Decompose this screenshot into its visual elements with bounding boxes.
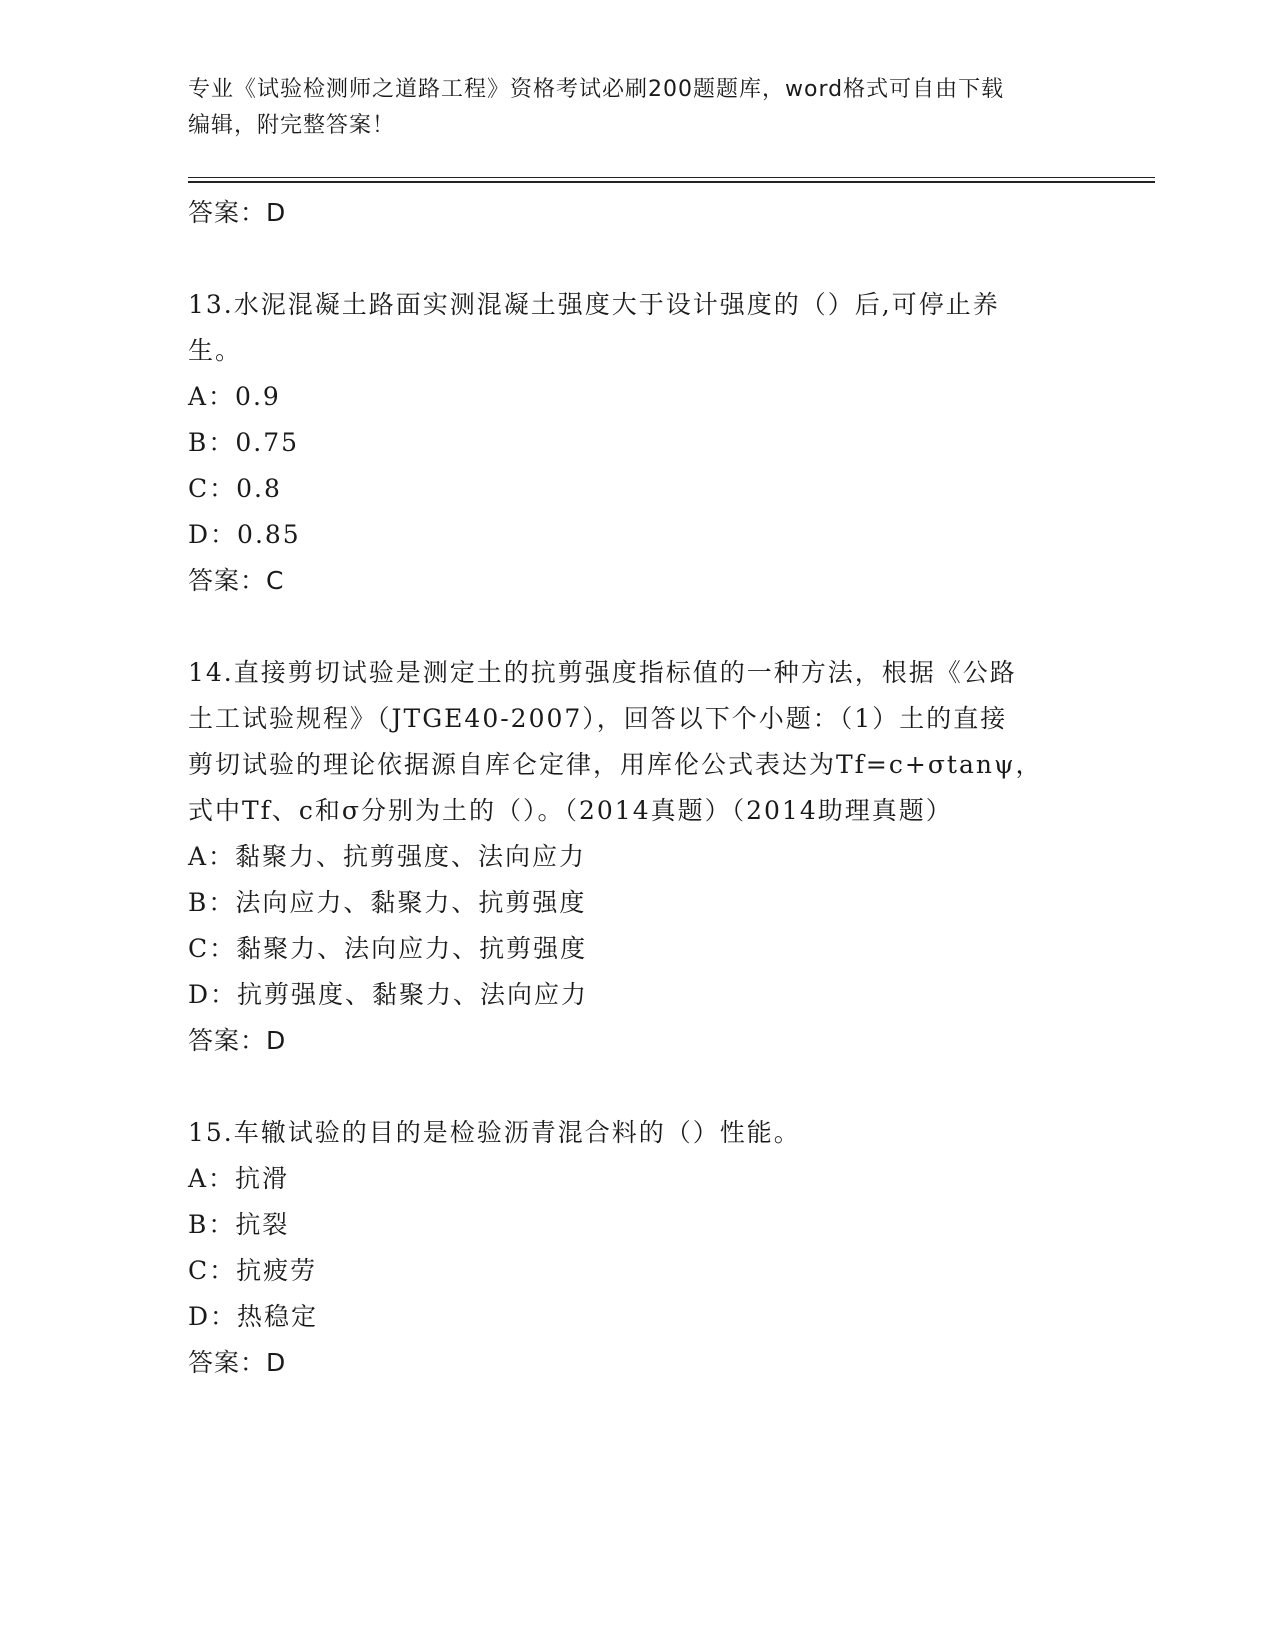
previous-answer: 答案：D [188,198,287,227]
header-line-1: 专业《试验检测师之道路工程》资格考试必刷200题题库，word格式可自由下载 [188,77,1005,102]
question-13 [188,282,1088,604]
question-stem-line: 土工试验规程》（JTGE40-2007），回答以下个小题：（1）土的直接 [188,704,1008,733]
question-15 [188,1110,1088,1386]
header-divider-thick [188,181,1155,183]
option-d: D：热稳定 [188,1302,319,1331]
option-b: B：0.75 [188,428,300,457]
spacer [188,604,1088,650]
header-divider-thin [188,177,1155,178]
spacer [188,1064,1088,1110]
document-body [188,190,1088,1386]
question-stem-line: 15.车辙试验的目的是检验沥青混合料的（）性能。 [188,1118,801,1147]
option-c: C：黏聚力、法向应力、抗剪强度 [188,934,588,963]
question-stem-line: 14.直接剪切试验是测定土的抗剪强度指标值的一种方法，根据《公路 [188,658,1017,687]
option-d: D：抗剪强度、黏聚力、法向应力 [188,980,589,1009]
option-b: B：法向应力、黏聚力、抗剪强度 [188,888,587,917]
option-c: C：抗疲劳 [188,1256,318,1285]
answer: 答案：D [188,1348,287,1377]
spacer [188,236,1088,282]
answer: 答案：D [188,1026,287,1055]
option-a: A：抗滑 [188,1164,290,1193]
question-stem-line: 式中Tf、c和σ分别为土的（）。（2014真题）（2014助理真题） [188,796,953,825]
question-stem-line: 生。 [188,336,243,365]
option-a: A：0.9 [188,382,281,411]
option-c: C：0.8 [188,474,282,503]
option-d: D：0.85 [188,520,301,549]
question-stem-line: 剪切试验的理论依据源自库仑定律，用库伦公式表达为Tf=c+σtanψ， [188,750,1043,779]
question-stem-line: 13.水泥混凝土路面实测混凝土强度大于设计强度的（）后,可停止养 [188,290,1000,319]
document-header [188,72,1088,144]
question-14 [188,650,1088,1064]
answer: 答案：C [188,566,285,595]
option-a: A：黏聚力、抗剪强度、法向应力 [188,842,587,871]
header-line-2: 编辑，附完整答案！ [188,113,396,138]
option-b: B：抗裂 [188,1210,290,1239]
